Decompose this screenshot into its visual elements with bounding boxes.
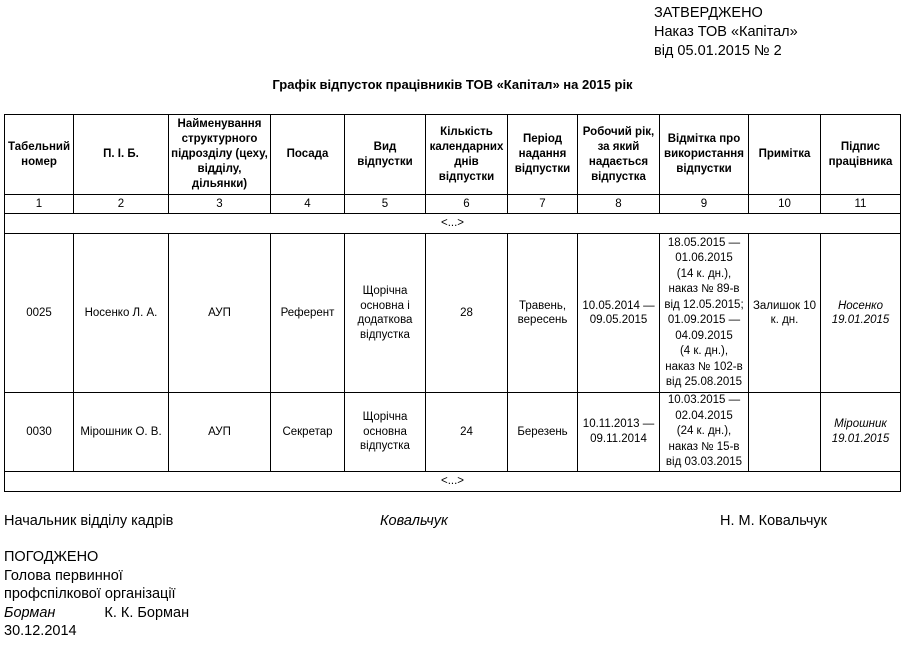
cell-note: Залишок 10 к. дн.: [749, 234, 821, 393]
column-number: 9: [660, 195, 749, 214]
column-number: 8: [578, 195, 660, 214]
usage-mark-line: 01.09.2015 —: [667, 314, 741, 326]
cell-leave-type: Щорічна основна відпустка: [345, 393, 426, 472]
header-department: Найменування структурного підрозділу (цеху, відділу, дільянки): [169, 115, 271, 195]
usage-mark-line: 02.04.2015: [675, 409, 733, 422]
header-period: Період надання відпустки: [508, 115, 578, 195]
cell-note: [749, 393, 821, 472]
column-number: 4: [271, 195, 345, 214]
usage-mark-line: (4 к. дн.),: [679, 345, 729, 357]
cell-usage-mark: [660, 393, 749, 472]
cell-leave-type: Щорічна основна і додаткова відпустка: [345, 234, 426, 393]
cell-name: Носенко Л. А.: [74, 234, 169, 393]
column-number: 11: [821, 195, 901, 214]
column-number: 7: [508, 195, 578, 214]
header-signature: Підпис працівника: [821, 115, 901, 195]
cell-signature: Носенко 19.01.2015: [821, 234, 901, 393]
ellipsis-marker: <...>: [5, 471, 901, 491]
usage-mark-line: від 12.05.2015;: [664, 298, 744, 311]
approval-heading: ЗАТВЕРДЖЕНО: [654, 5, 763, 21]
agreement-signature-line: [4, 604, 189, 623]
cell-department: АУП: [169, 234, 271, 393]
header-days: Кількість календарних днів відпустки: [426, 115, 508, 195]
table-row: [5, 234, 901, 393]
column-number: 1: [5, 195, 74, 214]
table-header-row: [5, 115, 901, 195]
column-number: 3: [169, 195, 271, 214]
cell-work-year: 10.05.2014 — 09.05.2015: [578, 234, 660, 393]
header-usage-mark: Відмітка про використання відпустки: [660, 115, 749, 195]
cell-signature: Мірошник 19.01.2015: [821, 393, 901, 472]
document-title: Графік відпусток працівників ТОВ «Капітал» на 2015 рік: [272, 77, 633, 92]
usage-mark-line: наказ № 89-в: [668, 283, 740, 295]
agreement-signature: Борман: [4, 604, 56, 621]
column-number-row: [5, 195, 901, 214]
cell-work-year: 10.11.2013 — 09.11.2014: [578, 393, 660, 472]
agreement-block: [4, 548, 189, 641]
cell-position: Секретар: [271, 393, 345, 472]
usage-mark-line: від 03.03.2015: [665, 456, 743, 468]
cell-period: Травень, вересень: [508, 234, 578, 393]
ellipsis-marker: <...>: [5, 214, 901, 234]
cell-days: 24: [426, 393, 508, 472]
header-note: Примітка: [749, 115, 821, 195]
cell-period: Березень: [508, 393, 578, 472]
usage-mark-line: (24 к. дн.),: [676, 425, 732, 437]
agreement-date: 30.12.2014: [4, 623, 77, 639]
column-number: 2: [74, 195, 169, 214]
table-row: [5, 393, 901, 472]
header-work-year: Робочий рік, за який надається відпустка: [578, 115, 660, 195]
vacation-schedule-table: [4, 114, 901, 492]
omitted-rows-top: [5, 214, 901, 234]
agreement-role-line1: Голова первинної: [4, 567, 123, 584]
approval-stamp: [654, 4, 798, 61]
cell-name: Мірошник О. В.: [74, 393, 169, 472]
agreement-role-line2: профспілкової організації: [4, 586, 176, 602]
cell-tab-number: 0025: [5, 234, 74, 393]
usage-mark-line: наказ № 102-в: [665, 360, 743, 373]
hr-head-signature: Ковальчук: [380, 513, 448, 529]
hr-head-title: Начальник відділу кадрів: [4, 513, 174, 529]
column-number: 10: [749, 195, 821, 214]
cell-tab-number: 0030: [5, 393, 74, 472]
usage-mark-line: 04.09.2015: [675, 329, 733, 342]
hr-head-name: Н. М. Ковальчук: [720, 513, 827, 529]
header-name: П. І. Б.: [74, 115, 169, 195]
header-tab-number: Табельний номер: [5, 115, 74, 195]
cell-days: 28: [426, 234, 508, 393]
agreement-heading: ПОГОДЖЕНО: [4, 549, 99, 565]
header-position: Посада: [271, 115, 345, 195]
approval-date: від 05.01.2015 № 2: [654, 43, 782, 59]
usage-mark-line: (14 к. дн.),: [676, 267, 732, 280]
column-number: 6: [426, 195, 508, 214]
usage-mark-line: 01.06.2015: [675, 252, 733, 264]
approval-order: Наказ ТОВ «Капітал»: [654, 24, 798, 40]
usage-mark-line: 10.03.2015 —: [667, 394, 741, 406]
usage-mark-line: наказ № 15-в: [668, 440, 740, 453]
cell-position: Референт: [271, 234, 345, 393]
usage-mark-line: 18.05.2015 —: [667, 236, 741, 249]
column-number: 5: [345, 195, 426, 214]
omitted-rows-bottom: [5, 471, 901, 491]
agreement-name: К. К. Борман: [104, 604, 190, 621]
header-leave-type: Вид відпустки: [345, 115, 426, 195]
cell-usage-mark: [660, 234, 749, 393]
cell-department: АУП: [169, 393, 271, 472]
usage-mark-line: від 25.08.2015: [665, 376, 743, 388]
